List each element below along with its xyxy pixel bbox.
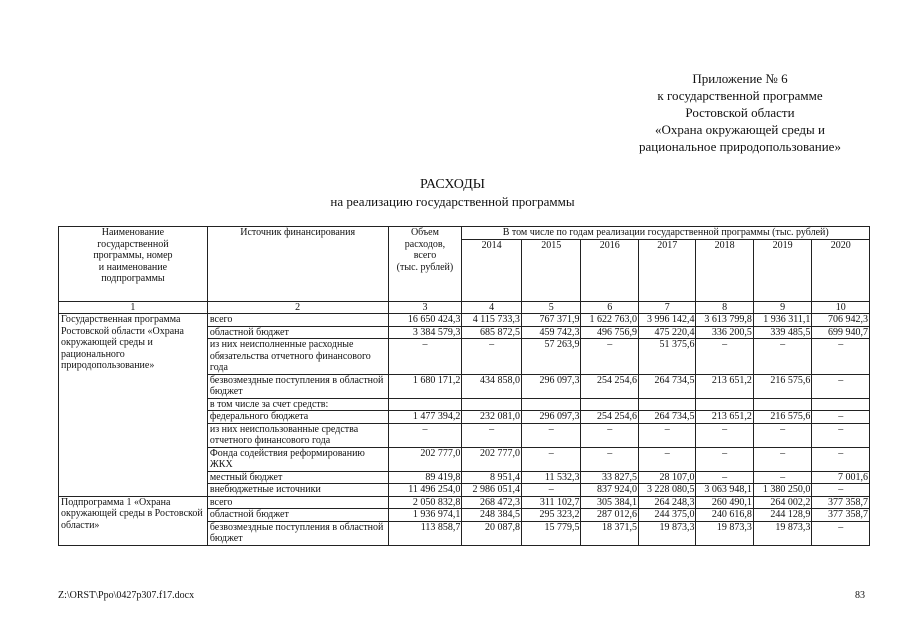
year-amount-cell-2020: 706 942,3 [812,314,870,327]
index-cell: 6 [581,301,638,314]
header-year-2014: 2014 [462,239,522,301]
year-amount-cell-2016: 305 384,1 [581,496,638,509]
year-amount-cell-2019: 1 936 311,1 [753,314,812,327]
header-name-line: и наименование [98,261,168,273]
header-name-line: подпрограммы [101,273,165,284]
year-amount-cell-2015: – [521,447,581,471]
header-year-2018: 2018 [696,239,753,301]
year-amount-cell-2017: – [638,423,695,447]
year-amount-cell-2019: – [753,471,812,484]
year-amount-cell-2016: 254 254,6 [581,374,638,398]
index-cell: 7 [638,301,695,314]
expenses-table [58,226,870,546]
year-amount-cell-2020: – [812,447,870,471]
year-amount-cell-2016: 1 622 763,0 [581,314,638,327]
total-amount-cell: 2 050 832,8 [388,496,462,509]
total-amount-cell: 11 496 254,0 [388,484,462,497]
year-amount-cell-2020: – [812,521,870,545]
header-total-line: всего [413,250,437,261]
year-amount-cell-2015: 11 532,3 [521,471,581,484]
year-amount-cell-2020: – [812,484,870,497]
year-amount-cell-2016: 496 756,9 [581,326,638,339]
header-name [59,227,208,302]
header-total-line: расходов, [404,238,446,250]
year-amount-cell-2015: 767 371,9 [521,314,581,327]
year-amount-cell-2015: 15 779,5 [521,521,581,545]
index-cell: 10 [812,301,870,314]
year-amount-cell-2014: 434 858,0 [462,374,522,398]
year-amount-cell-2020: – [812,411,870,424]
year-amount-cell-2018: 260 490,1 [696,496,753,509]
year-amount-cell-2014: 268 472,3 [462,496,522,509]
funding-source-cell: безвозмездные поступления в областной бюджет [207,374,388,398]
total-amount-cell: 3 384 579,3 [388,326,462,339]
year-amount-cell-2018: – [696,471,753,484]
year-amount-cell-2019: – [753,339,812,375]
total-amount-cell: 16 650 424,3 [388,314,462,327]
year-amount-cell-2019: – [753,447,812,471]
funding-source-cell: всего [207,314,388,327]
year-amount-cell-2016: – [581,423,638,447]
year-amount-cell-2016: – [581,447,638,471]
total-amount-cell: 202 777,0 [388,447,462,471]
year-amount-cell-2019: 19 873,3 [753,521,812,545]
funding-source-cell: всего [207,496,388,509]
year-amount-cell-2014: 20 087,8 [462,521,522,545]
year-amount-cell-2014: – [462,339,522,375]
index-row [59,301,870,314]
year-amount-cell-2014: 248 384,5 [462,509,522,522]
header-row-1 [59,227,870,240]
total-amount-cell: – [388,339,462,375]
funding-source-cell: внебюджетные источники [207,484,388,497]
year-amount-cell-2018: 3 063 948,1 [696,484,753,497]
year-amount-cell-2020: 377 358,7 [812,509,870,522]
year-amount-cell-2014: 2 986 051,4 [462,484,522,497]
year-amount-cell-2014: 685 872,5 [462,326,522,339]
year-amount-cell-2020: 377 358,7 [812,496,870,509]
total-amount-cell: 113 858,7 [388,521,462,545]
year-amount-cell-2019: – [753,423,812,447]
header-name-line: программы, номер [93,250,173,261]
year-amount-cell-2017: 475 220,4 [638,326,695,339]
year-amount-cell-2014: 232 081,0 [462,411,522,424]
year-amount-cell-2014: 202 777,0 [462,447,522,471]
document-title [0,176,905,210]
year-amount-cell-2017: 3 996 142,4 [638,314,695,327]
header-name-line: Наименование [101,227,165,238]
year-amount-cell-2020: – [812,374,870,398]
title-sub: на реализацию государственной программы [330,194,575,209]
footer-file-path: Z:\ORST\Ppo\0427p307.f17.docx [58,590,195,601]
year-amount-cell-2015: – [521,484,581,497]
funding-source-cell: местный бюджет [207,471,388,484]
year-amount-cell-2019 [753,398,812,411]
subprogram-name-cell: Подпрограмма 1 «Охрана окружающей среды в Ростовской области» [59,496,208,545]
total-amount-cell: 1 936 974,1 [388,509,462,522]
year-amount-cell-2017: 244 375,0 [638,509,695,522]
header-year-2015: 2015 [521,239,581,301]
appendix-line-5: рациональное природопользование» [639,139,841,154]
header-years-group: В том числе по годам реализации государственной программы (тыс. рублей) [462,227,870,240]
year-amount-cell-2017: 264 734,5 [638,374,695,398]
program-name-cell: Государственная программа Ростовской области «Охрана окружающей среды и рационального природопользование» [59,314,208,497]
index-cell: 2 [207,301,388,314]
year-amount-cell-2018: 19 873,3 [696,521,753,545]
year-amount-cell-2014 [462,398,522,411]
year-amount-cell-2017: 28 107,0 [638,471,695,484]
year-amount-cell-2016: 18 371,5 [581,521,638,545]
total-amount-cell [388,398,462,411]
appendix-line-2: к государственной программе [657,88,823,103]
total-amount-cell: 89 419,8 [388,471,462,484]
year-amount-cell-2018: 336 200,5 [696,326,753,339]
header-year-2016: 2016 [581,239,638,301]
year-amount-cell-2018: – [696,339,753,375]
funding-source-cell: из них неиспользованные средства отчетного финансового года [207,423,388,447]
year-amount-cell-2020 [812,398,870,411]
year-amount-cell-2017: 264 734,5 [638,411,695,424]
appendix-line-1: Приложение № 6 [692,71,788,86]
year-amount-cell-2015 [521,398,581,411]
year-amount-cell-2016 [581,398,638,411]
header-total [388,227,462,302]
funding-source-cell: безвозмездные поступления в областной бюджет [207,521,388,545]
year-amount-cell-2019: 216 575,6 [753,411,812,424]
funding-source-cell: в том числе за счет средств: [207,398,388,411]
year-amount-cell-2018: 3 613 799,8 [696,314,753,327]
appendix-header [590,70,890,155]
index-cell: 5 [521,301,581,314]
year-amount-cell-2020: – [812,339,870,375]
year-amount-cell-2014: 4 115 733,3 [462,314,522,327]
header-total-line: (тыс. рублей) [396,261,454,273]
year-amount-cell-2018: – [696,423,753,447]
year-amount-cell-2014: – [462,423,522,447]
funding-source-cell: областной бюджет [207,509,388,522]
funding-source-cell: из них неисполненные расходные обязательства отчетного финансового года [207,339,388,375]
year-amount-cell-2018 [696,398,753,411]
year-amount-cell-2019: 216 575,6 [753,374,812,398]
title-main: РАСХОДЫ [420,177,485,192]
year-amount-cell-2017: – [638,447,695,471]
table-row [59,314,870,327]
year-amount-cell-2015: 296 097,3 [521,411,581,424]
total-amount-cell: 1 680 171,2 [388,374,462,398]
year-amount-cell-2016: 254 254,6 [581,411,638,424]
year-amount-cell-2018: 240 616,8 [696,509,753,522]
year-amount-cell-2019: 1 380 250,0 [753,484,812,497]
funding-source-cell: областной бюджет [207,326,388,339]
header-name-line: государственной [97,238,169,250]
year-amount-cell-2018: 213 651,2 [696,374,753,398]
year-amount-cell-2018: – [696,447,753,471]
footer-page-number: 83 [855,590,865,601]
year-amount-cell-2016: 33 827,5 [581,471,638,484]
appendix-line-3: Ростовской области [685,105,795,120]
year-amount-cell-2020: 7 001,6 [812,471,870,484]
table-body [59,301,870,545]
year-amount-cell-2017: 51 375,6 [638,339,695,375]
table-row [59,496,870,509]
year-amount-cell-2019: 264 002,2 [753,496,812,509]
appendix-line-4: «Охрана окружающей среды и [655,122,825,137]
header-year-2017: 2017 [638,239,695,301]
year-amount-cell-2017: 3 228 080,5 [638,484,695,497]
year-amount-cell-2019: 339 485,5 [753,326,812,339]
year-amount-cell-2015: 296 097,3 [521,374,581,398]
header-source: Источник финансирования [207,227,388,302]
year-amount-cell-2020: – [812,423,870,447]
funding-source-cell: федерального бюджета [207,411,388,424]
year-amount-cell-2017 [638,398,695,411]
funding-source-cell: Фонда содействия реформированию ЖКХ [207,447,388,471]
index-cell: 4 [462,301,522,314]
year-amount-cell-2016: 837 924,0 [581,484,638,497]
header-year-2020: 2020 [812,239,870,301]
year-amount-cell-2015: 311 102,7 [521,496,581,509]
year-amount-cell-2017: 19 873,3 [638,521,695,545]
year-amount-cell-2019: 244 128,9 [753,509,812,522]
year-amount-cell-2017: 264 248,3 [638,496,695,509]
year-amount-cell-2014: 8 951,4 [462,471,522,484]
year-amount-cell-2018: 213 651,2 [696,411,753,424]
index-cell: 8 [696,301,753,314]
year-amount-cell-2015: 57 263,9 [521,339,581,375]
year-amount-cell-2016: 287 012,6 [581,509,638,522]
index-cell: 3 [388,301,462,314]
index-cell: 1 [59,301,208,314]
header-total-line: Объем [410,227,439,238]
year-amount-cell-2020: 699 940,7 [812,326,870,339]
total-amount-cell: 1 477 394,2 [388,411,462,424]
total-amount-cell: – [388,423,462,447]
year-amount-cell-2015: 295 323,2 [521,509,581,522]
index-cell: 9 [753,301,812,314]
year-amount-cell-2016: – [581,339,638,375]
year-amount-cell-2015: 459 742,3 [521,326,581,339]
year-amount-cell-2015: – [521,423,581,447]
header-year-2019: 2019 [753,239,812,301]
